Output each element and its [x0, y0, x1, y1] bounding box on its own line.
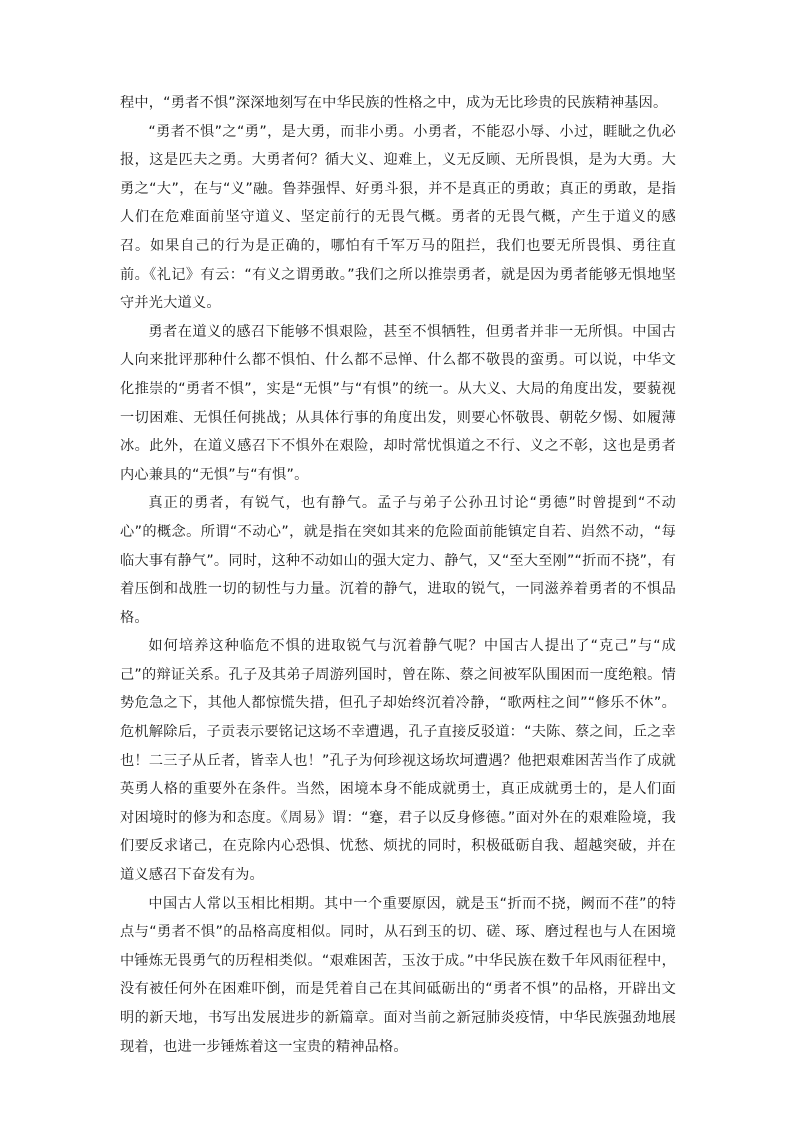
paragraph-cultivation: 如何培养这种临危不惧的进取锐气与沉着静气呢？中国古人提出了“克己”与“成己”的辩证关系。孔子及其弟子周游列国时，曾在陈、蔡之间被军队围困而一度绝粮。情势危急之下，其他人都惊慌失措，但孔子却始终沉着冷静，“歌两柱之间”“修乐不休”。危机解除后，子贡表示要铭记这场不幸遭遇，孔子直接反驳道：“夫陈、蔡之间，丘之幸也！二三子从丘者，皆幸人也！”孔子为何珍视这场坎坷遭遇？他把艰难困苦当作了成就英勇人格的重要外在条件。当然，困境本身不能成就勇士，真正成就勇士的，是人们面对困境时的修为和态度。《周易》谓：“蹇，君子以反身修德。”面对外在的艰难险境，我们要反求诸己，在克除内心恐惧、忧愁、烦扰的同时，积极砥砺自我、超越突破，并在道义感召下奋发有为。 — [120, 638, 676, 884]
paragraph-jade-metaphor: 中国古人常以玉相比相期。其中一个重要原因，就是玉“折而不挠，阙而不荏”的特点与“勇者不惧”的品格高度相似。同时，从石到玉的切、磋、琢、磨过程也与人在困境中锤炼无畏勇气的历程相类似。“艰难困苦，玉汝于成。”中华民族在数千年风雨征程中，没有被任何外在困难吓倒，而是凭着自己在其间砥砺出的“勇者不惧”的品格，开辟出文明的新天地，书写出发展进步的新篇章。面对当前之新冠肺炎疫情，中华民族强劲地展现着，也进一步锤炼着这一宝贵的精神品格。 — [120, 895, 676, 1055]
paragraph-continued: 程中，“勇者不惧”深深地刻写在中华民族的性格之中，成为无比珍贵的民族精神基因。 — [120, 95, 668, 111]
paragraph-sharpness-and-calm: 真正的勇者，有锐气，也有静气。孟子与弟子公孙丑讨论“勇德”时曾提到“不动心”的概念。所谓“不动心”，就是指在突如其来的危险面前能镇定自若、岿然不动，“每临大事有静气”。同时，这种不动如山的强大定力、静气，又“至大至刚”“折而不挠”，有着压倒和战胜一切的韧性与力量。沉着的静气，进取的锐气，一同滋养着勇者的不惧品格。 — [120, 495, 676, 626]
paragraph-fear-and-fearless: 勇者在道义的感召下能够不惧艰险，甚至不惧牺牲，但勇者并非一无所惧。中国古人向来批评那种什么都不惧怕、什么都不忌惮、什么都不敬畏的蛮勇。可以说，中华文化推崇的“勇者不惧”，实是“无惧”与“有惧”的统一。从大义、大局的角度出发，要藐视一切困难、无惧任何挑战；从具体行事的角度出发，则要心怀敬畏、朝乾夕惕、如履薄冰。此外，在道义感召下不惧外在艰险，却时常忧惧道之不行、义之不彰，这也是勇者内心兼具的“无惧”与“有惧”。 — [120, 323, 676, 483]
paragraph-courage-definition: “勇者不惧”之“勇”，是大勇，而非小勇。小勇者，不能忍小辱、小过，睚眦之仇必报，这是匹夫之勇。大勇者何？循大义、迎难上，义无反顾、无所畏惧，是为大勇。大勇之“大”，在与“义”融。鲁莽强悍、好勇斗狠，并不是真正的勇敢；真正的勇敢，是指人们在危难面前坚守道义、坚定前行的无畏气概。勇者的无畏气概，产生于道义的感召。如果自己的行为是正确的，哪怕有千军万马的阻拦，我们也要无所畏惧、勇往直前。《礼记》有云：“有义之谓勇敢。”我们之所以推崇勇者，就是因为勇者能够无惧地坚守并光大道义。 — [120, 123, 676, 312]
